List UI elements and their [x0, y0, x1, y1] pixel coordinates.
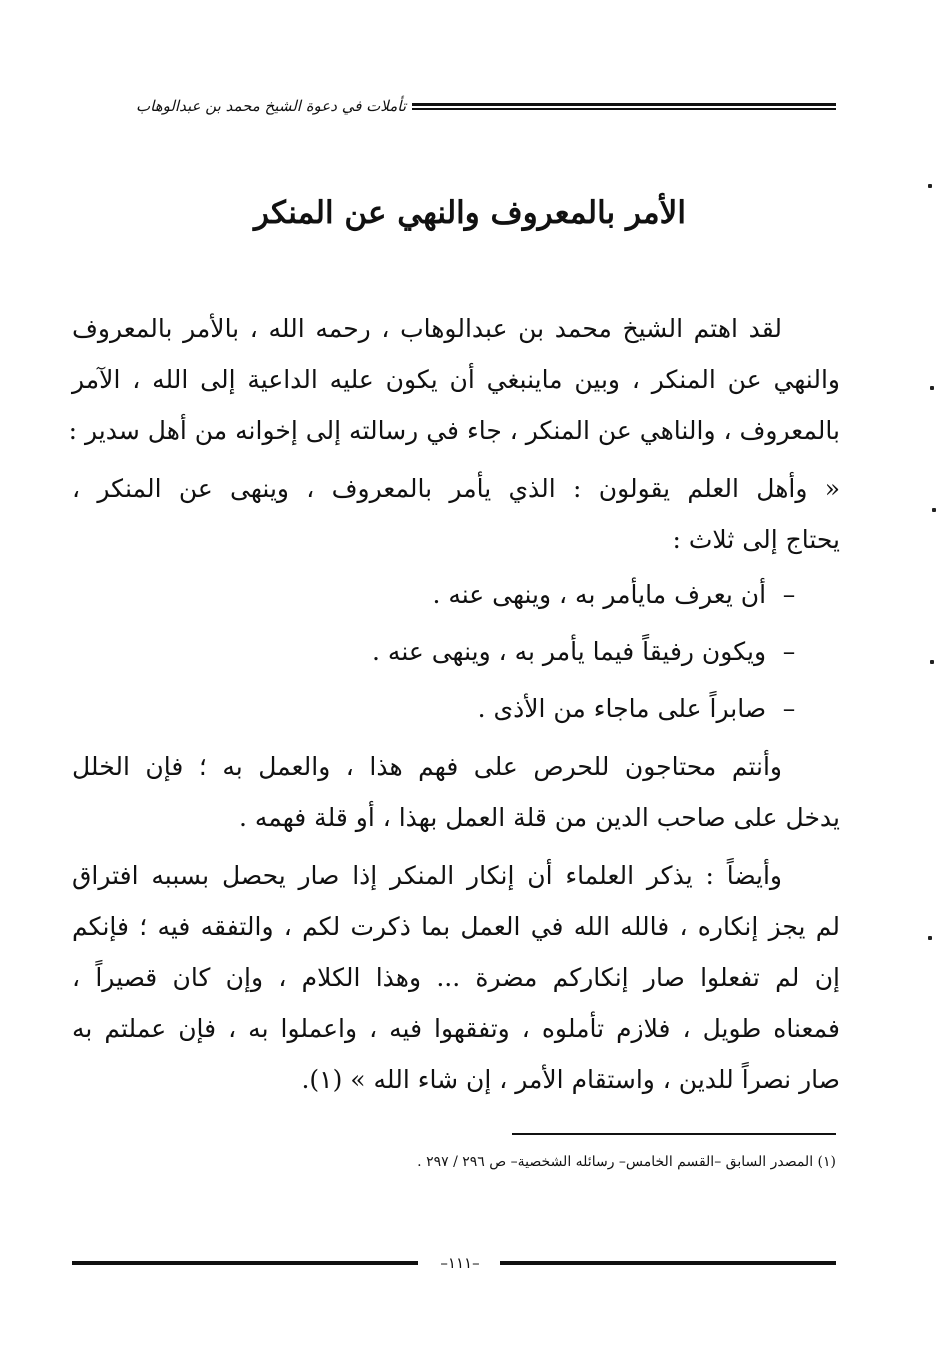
list-item-text: صابراً على ماجاء من الأذى .: [477, 694, 767, 723]
body-line: فمعناه طويل ، فلازم تأملوه ، وتفقهوا فيه ، واعملوا به ، فإن عملتم به: [72, 1014, 840, 1043]
header-rule-bottom: [412, 108, 836, 110]
body-line: بالمعروف ، والناهي عن المنكر ، جاء في رسالته إلى إخوانه من أهل سدير :: [68, 416, 840, 445]
running-header-title: تأملات في دعوة الشيخ محمد بن عبدالوهاب: [136, 97, 406, 115]
footer-rule-left: [72, 1261, 418, 1265]
chapter-title: الأمر بالمعروف والنهي عن المنكر: [254, 195, 686, 231]
quote-line: يحتاج إلى ثلاث :: [672, 525, 840, 554]
footer-rule-right: [500, 1261, 836, 1265]
bullet-dash: –: [782, 694, 796, 723]
list-item-text: أن يعرف مايأمر به ، وينهى عنه .: [432, 580, 767, 609]
scan-mark: [930, 660, 934, 664]
bullet-dash: –: [782, 580, 796, 609]
body-line: لقد اهتم الشيخ محمد بن عبدالوهاب ، رحمه الله ، بالأمر بالمعروف: [72, 314, 782, 343]
scan-mark: [930, 386, 934, 390]
bullet-dash: –: [782, 637, 796, 666]
list-item: [72, 627, 840, 677]
body-line: وأنتم محتاجون للحرص على فهم هذا ، والعمل به ؛ فإن الخلل: [72, 752, 782, 781]
scan-mark: [928, 184, 932, 188]
footnote-rule: [512, 1133, 836, 1135]
body-line: إن لم تفعلوا صار إنكاركم مضرة ... وهذا الكلام ، وإن كان قصيراً ،: [72, 963, 840, 992]
body-line: وأيضاً : يذكر العلماء أن إنكار المنكر إذا صار يحصل بسببه افتراق: [72, 861, 782, 890]
list-item: [72, 684, 840, 734]
footnote: (١) المصدر السابق –القسم الخامس– رسائله الشخصية– ص ٢٩٦ / ٢٩٧ .: [417, 1154, 836, 1170]
body-line: والنهي عن المنكر ، وبين ماينبغي أن يكون عليه الداعية إلى الله ، الآمر: [72, 365, 840, 394]
list-item: [72, 570, 840, 620]
quote-line: « وأهل العلم يقولون : الذي يأمر بالمعروف ، وينهى عن المنكر ،: [72, 474, 840, 503]
body-line: لم يجز إنكاره ، فالله الله في العمل بما ذكرت لكم ، والتفقه فيه ؛ فإنكم: [72, 912, 840, 941]
page-number: –١١١–: [440, 1254, 480, 1272]
body-line: صار نصراً للدين ، واستقام الأمر ، إن شاء الله » (١).: [301, 1065, 840, 1094]
body-line: يدخل على صاحب الدين من قلة العمل بهذا ، أو قلة فهمه .: [239, 803, 840, 832]
scan-mark: [932, 508, 936, 512]
list-item-text: ويكون رفيقاً فيما يأمر به ، وينهى عنه .: [372, 637, 767, 666]
header-rule-top: [412, 103, 836, 106]
scan-mark: [928, 936, 932, 940]
